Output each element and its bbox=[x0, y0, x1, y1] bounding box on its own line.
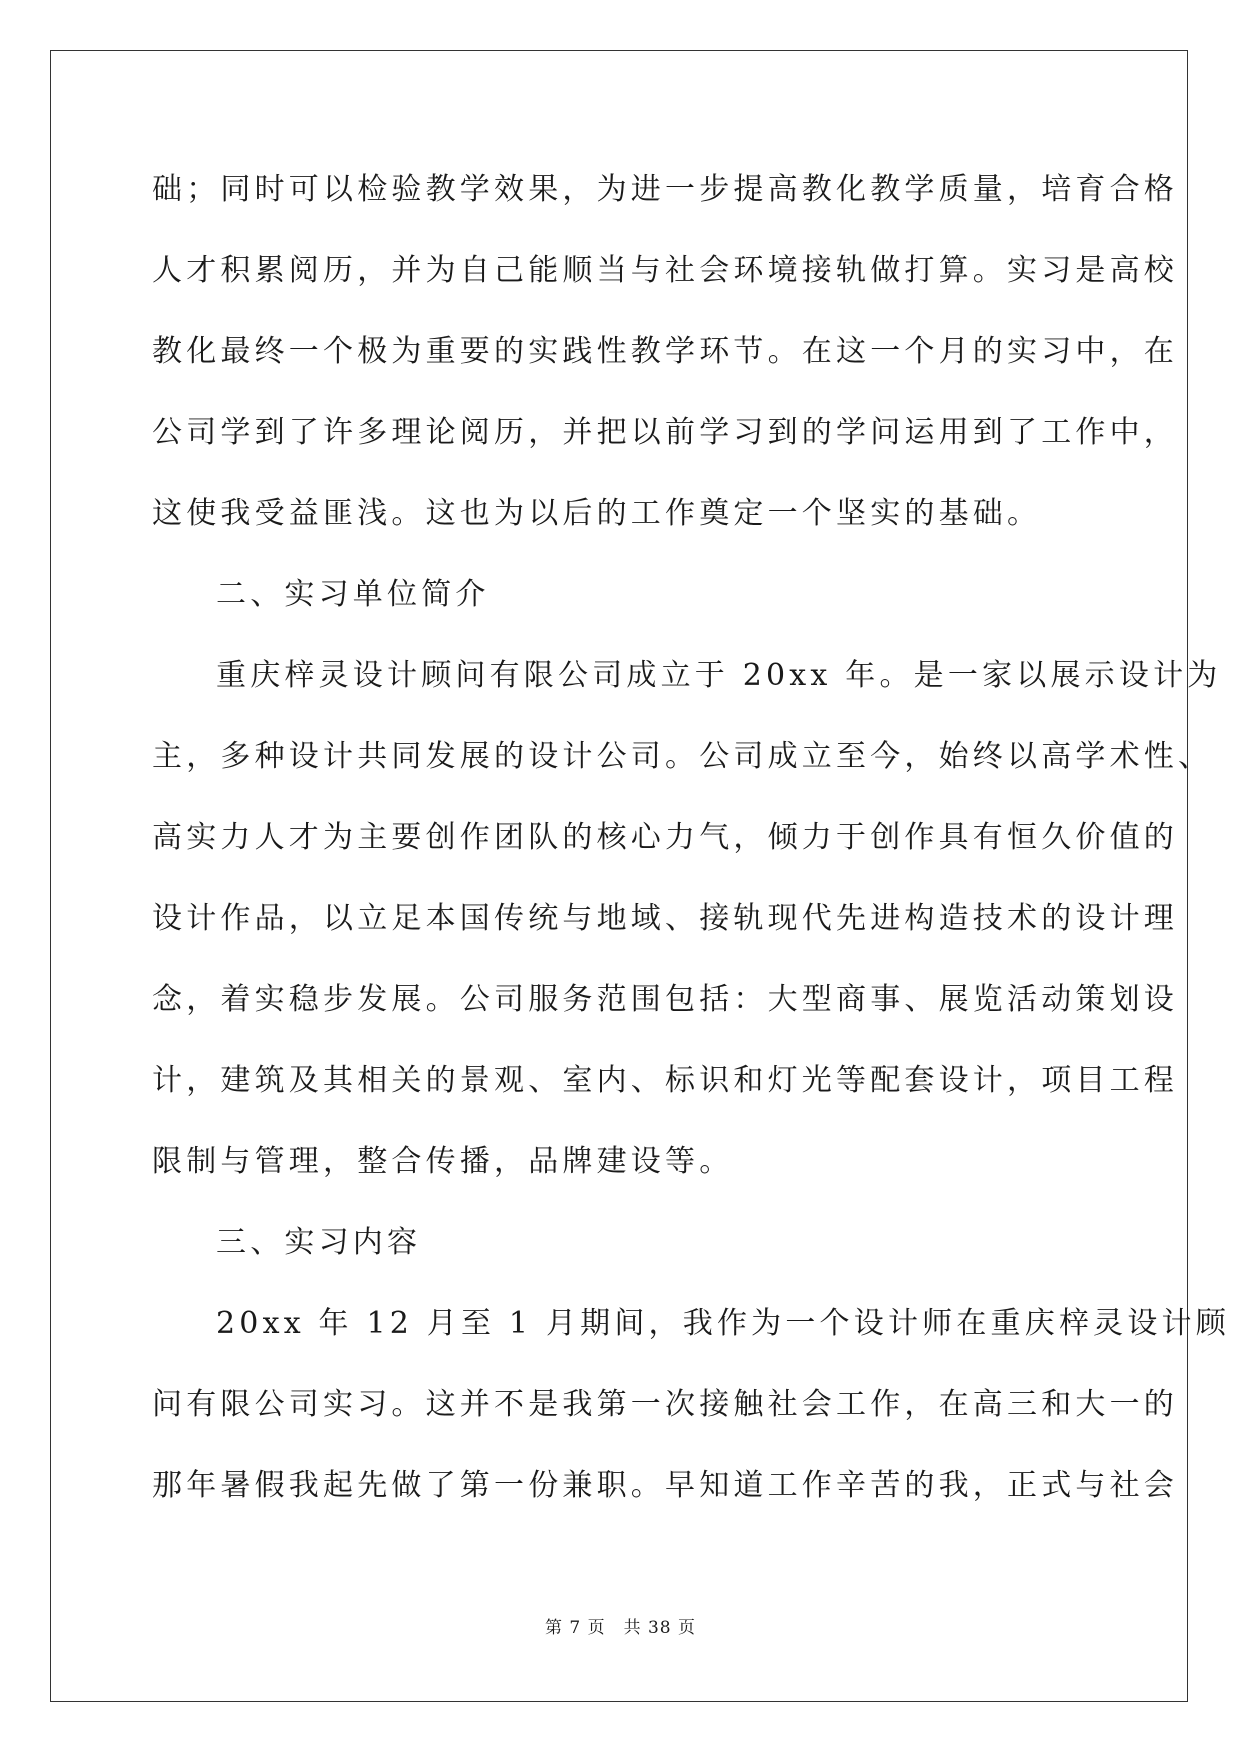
body-line: 高实力人才为主要创作团队的核心力气，倾力于创作具有恒久价值的 bbox=[152, 820, 1178, 855]
document-body bbox=[152, 165, 1230, 1542]
body-line: 设计作品，以立足本国传统与地域、接轨现代先进构造技术的设计理 bbox=[152, 901, 1178, 936]
body-line: 念，着实稳步发展。公司服务范围包括：大型商事、展览活动策划设 bbox=[152, 982, 1178, 1017]
page-number: 第 7 页 共 38 页 bbox=[544, 1618, 697, 1638]
body-line: 人才积累阅历，并为自己能顺当与社会环境接轨做打算。实习是高校 bbox=[152, 253, 1178, 288]
body-line: 问有限公司实习。这并不是我第一次接触社会工作，在高三和大一的 bbox=[152, 1387, 1178, 1422]
body-line: 教化最终一个极为重要的实践性教学环节。在这一个月的实习中，在 bbox=[152, 334, 1178, 369]
body-line: 主，多种设计共同发展的设计公司。公司成立至今，始终以高学术性、 bbox=[152, 739, 1213, 774]
body-line: 计，建筑及其相关的景观、室内、标识和灯光等配套设计，项目工程 bbox=[152, 1063, 1178, 1098]
body-line: 础；同时可以检验教学效果，为进一步提高教化教学质量，培育合格 bbox=[152, 172, 1178, 207]
paragraph-first-line: 20xx 年 12 月至 1 月期间，我作为一个设计师在重庆梓灵设计顾 bbox=[216, 1306, 1230, 1341]
body-line: 这使我受益匪浅。这也为以后的工作奠定一个坚实的基础。 bbox=[152, 496, 1042, 531]
section-heading: 三、实习内容 bbox=[216, 1225, 422, 1260]
body-line: 那年暑假我起先做了第一份兼职。早知道工作辛苦的我，正式与社会 bbox=[152, 1468, 1178, 1503]
body-line: 限制与管理，整合传播，品牌建设等。 bbox=[152, 1144, 734, 1179]
section-heading: 二、实习单位简介 bbox=[216, 577, 490, 612]
paragraph-first-line: 重庆梓灵设计顾问有限公司成立于 20xx 年。是一家以展示设计为 bbox=[216, 658, 1222, 693]
body-line: 公司学到了许多理论阅历，并把以前学习到的学问运用到了工作中， bbox=[152, 415, 1178, 450]
